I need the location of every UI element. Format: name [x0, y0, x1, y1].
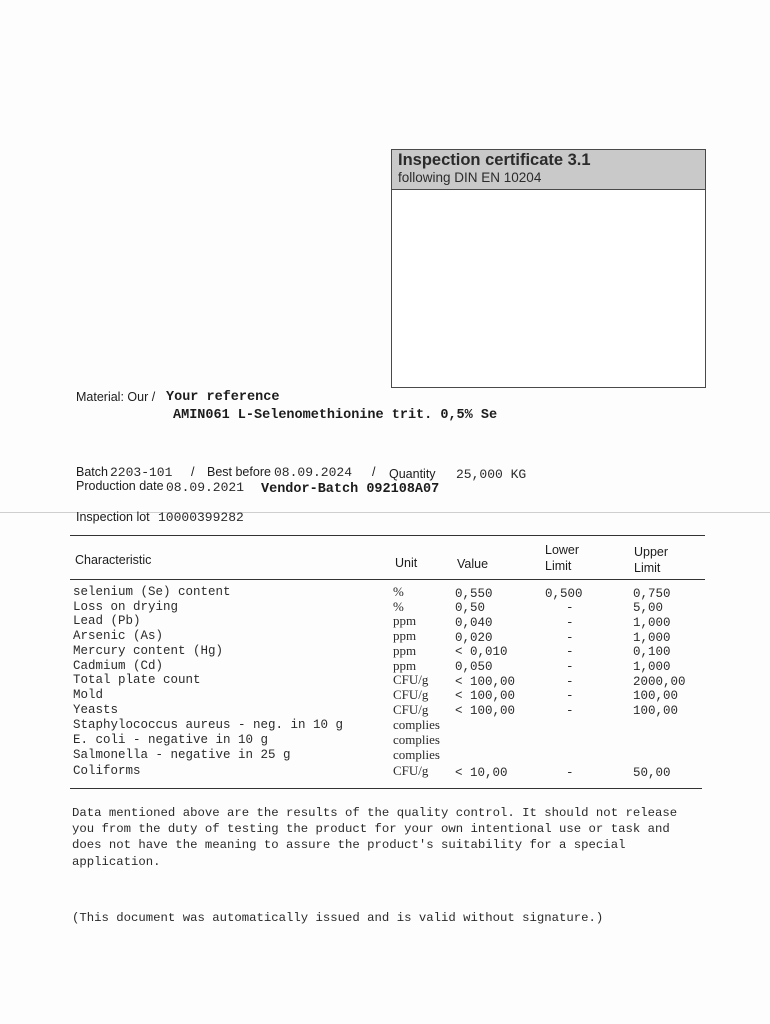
row-upper-limit: 100,00: [633, 689, 679, 704]
row-unit: ppm: [393, 657, 417, 673]
inspection-lot-label: Inspection lot: [76, 510, 150, 524]
row-characteristic: Loss on drying: [73, 599, 179, 614]
row-value: < 100,00: [455, 689, 516, 704]
batch-separator-2: /: [372, 465, 376, 479]
row-upper-limit: 1,000: [633, 615, 671, 630]
row-unit: ppm: [393, 628, 417, 644]
row-unit: ppm: [393, 642, 417, 658]
certificate-header: [392, 150, 705, 190]
certificate-title: Inspection certificate 3.1: [398, 151, 591, 169]
row-value: 0,040: [455, 615, 493, 630]
vendor-batch: Vendor-Batch 092108A07: [261, 482, 440, 497]
row-lower-limit: -: [566, 689, 574, 704]
batch-value: 2203-101: [110, 465, 173, 480]
row-value: 0,020: [455, 630, 493, 645]
row-characteristic: Arsenic (As): [73, 629, 164, 644]
row-lower-limit: -: [566, 615, 574, 630]
row-upper-limit: 1,000: [633, 630, 671, 645]
table-top-rule: [70, 535, 705, 536]
row-value: < 100,00: [455, 704, 516, 719]
row-value: 0,550: [455, 586, 493, 601]
best-before-label: Best before: [207, 465, 271, 479]
row-value: 0,50: [455, 601, 486, 616]
production-date-label: Production date: [76, 479, 164, 493]
production-date-value: 08.09.2021: [166, 480, 245, 495]
row-upper-limit: 50,00: [633, 765, 671, 780]
best-before-value: 08.09.2024: [274, 465, 353, 480]
header-lower-limit: Limit: [545, 559, 572, 573]
certificate-box: [391, 149, 706, 388]
row-value: < 10,00: [455, 765, 508, 780]
row-lower-limit: -: [566, 660, 574, 674]
disclaimer-line: you from the duty of testing the product for your own intentional use or task and: [72, 822, 670, 837]
batch-separator-1: /: [191, 465, 195, 479]
disclaimer-line: does not have the meaning to assure the product's suitability for a special: [72, 838, 626, 853]
row-characteristic: E. coli - negative in 10 g: [73, 733, 269, 747]
inspection-lot-value: 10000399282: [158, 510, 244, 525]
certificate-subtitle: following DIN EN 10204: [398, 170, 542, 185]
row-characteristic: Salmonella - negative in 25 g: [73, 747, 291, 762]
row-unit: CFU/g: [393, 763, 429, 779]
header-lower: Lower: [545, 543, 580, 557]
table-bottom-rule: [70, 788, 702, 789]
row-lower-limit: 0,500: [545, 586, 583, 601]
row-value: < 100,00: [455, 674, 516, 689]
row-lower-limit: -: [566, 765, 574, 780]
material-name: AMIN061 L-Selenomethionine trit. 0,5% Se: [173, 408, 498, 423]
row-lower-limit: -: [566, 704, 574, 719]
header-upper-limit: Limit: [634, 561, 661, 575]
row-lower-limit: -: [566, 630, 574, 645]
row-upper-limit: 2000,00: [633, 674, 686, 689]
header-upper: Upper: [634, 545, 669, 559]
row-characteristic: Coliforms: [73, 764, 141, 779]
quantity-label: Quantity: [389, 467, 436, 481]
table-header-rule: [70, 579, 705, 580]
row-value: < 0,010: [455, 645, 508, 660]
row-upper-limit: 0,750: [633, 586, 671, 601]
row-upper-limit: 5,00: [633, 601, 664, 616]
row-characteristic: selenium (Se) content: [73, 585, 231, 599]
row-unit: CFU/g: [393, 672, 429, 688]
quantity-value: 25,000 KG: [456, 467, 527, 482]
row-upper-limit: 1,000: [633, 660, 671, 674]
row-unit: %: [393, 584, 404, 599]
row-characteristic: Mold: [73, 687, 104, 702]
header-value: Value: [457, 557, 489, 571]
row-characteristic: Yeasts: [73, 702, 119, 717]
row-unit: CFU/g: [393, 686, 429, 702]
row-upper-limit: 0,100: [633, 645, 671, 660]
footer-note: (This document was automatically issued and is valid without signature.): [72, 911, 604, 925]
row-upper-limit: 100,00: [633, 704, 679, 719]
row-characteristic: Mercury content (Hg): [73, 643, 224, 658]
row-unit: ppm: [393, 613, 417, 629]
row-unit: complies: [393, 746, 440, 762]
row-lower-limit: -: [566, 674, 574, 689]
material-reference: Your reference: [166, 390, 280, 405]
row-unit: CFU/g: [393, 701, 429, 717]
row-lower-limit: -: [566, 645, 574, 660]
row-unit: %: [393, 598, 404, 614]
row-value: 0,050: [455, 660, 493, 674]
header-unit: Unit: [395, 556, 418, 570]
row-characteristic: Lead (Pb): [73, 614, 141, 629]
row-characteristic: Total plate count: [73, 673, 201, 688]
row-characteristic: Cadmium (Cd): [73, 658, 164, 673]
material-label: Material: Our /: [76, 390, 156, 404]
disclaimer-line: Data mentioned above are the results of the quality control. It should not release: [72, 806, 678, 820]
row-unit: complies: [393, 717, 440, 733]
header-characteristic: Characteristic: [75, 553, 152, 567]
batch-label: Batch: [76, 465, 108, 479]
disclaimer-line: application.: [72, 854, 161, 869]
row-unit: complies: [393, 732, 440, 747]
row-lower-limit: -: [566, 601, 574, 616]
row-characteristic: Staphylococcus aureus - neg. in 10 g: [73, 718, 344, 733]
